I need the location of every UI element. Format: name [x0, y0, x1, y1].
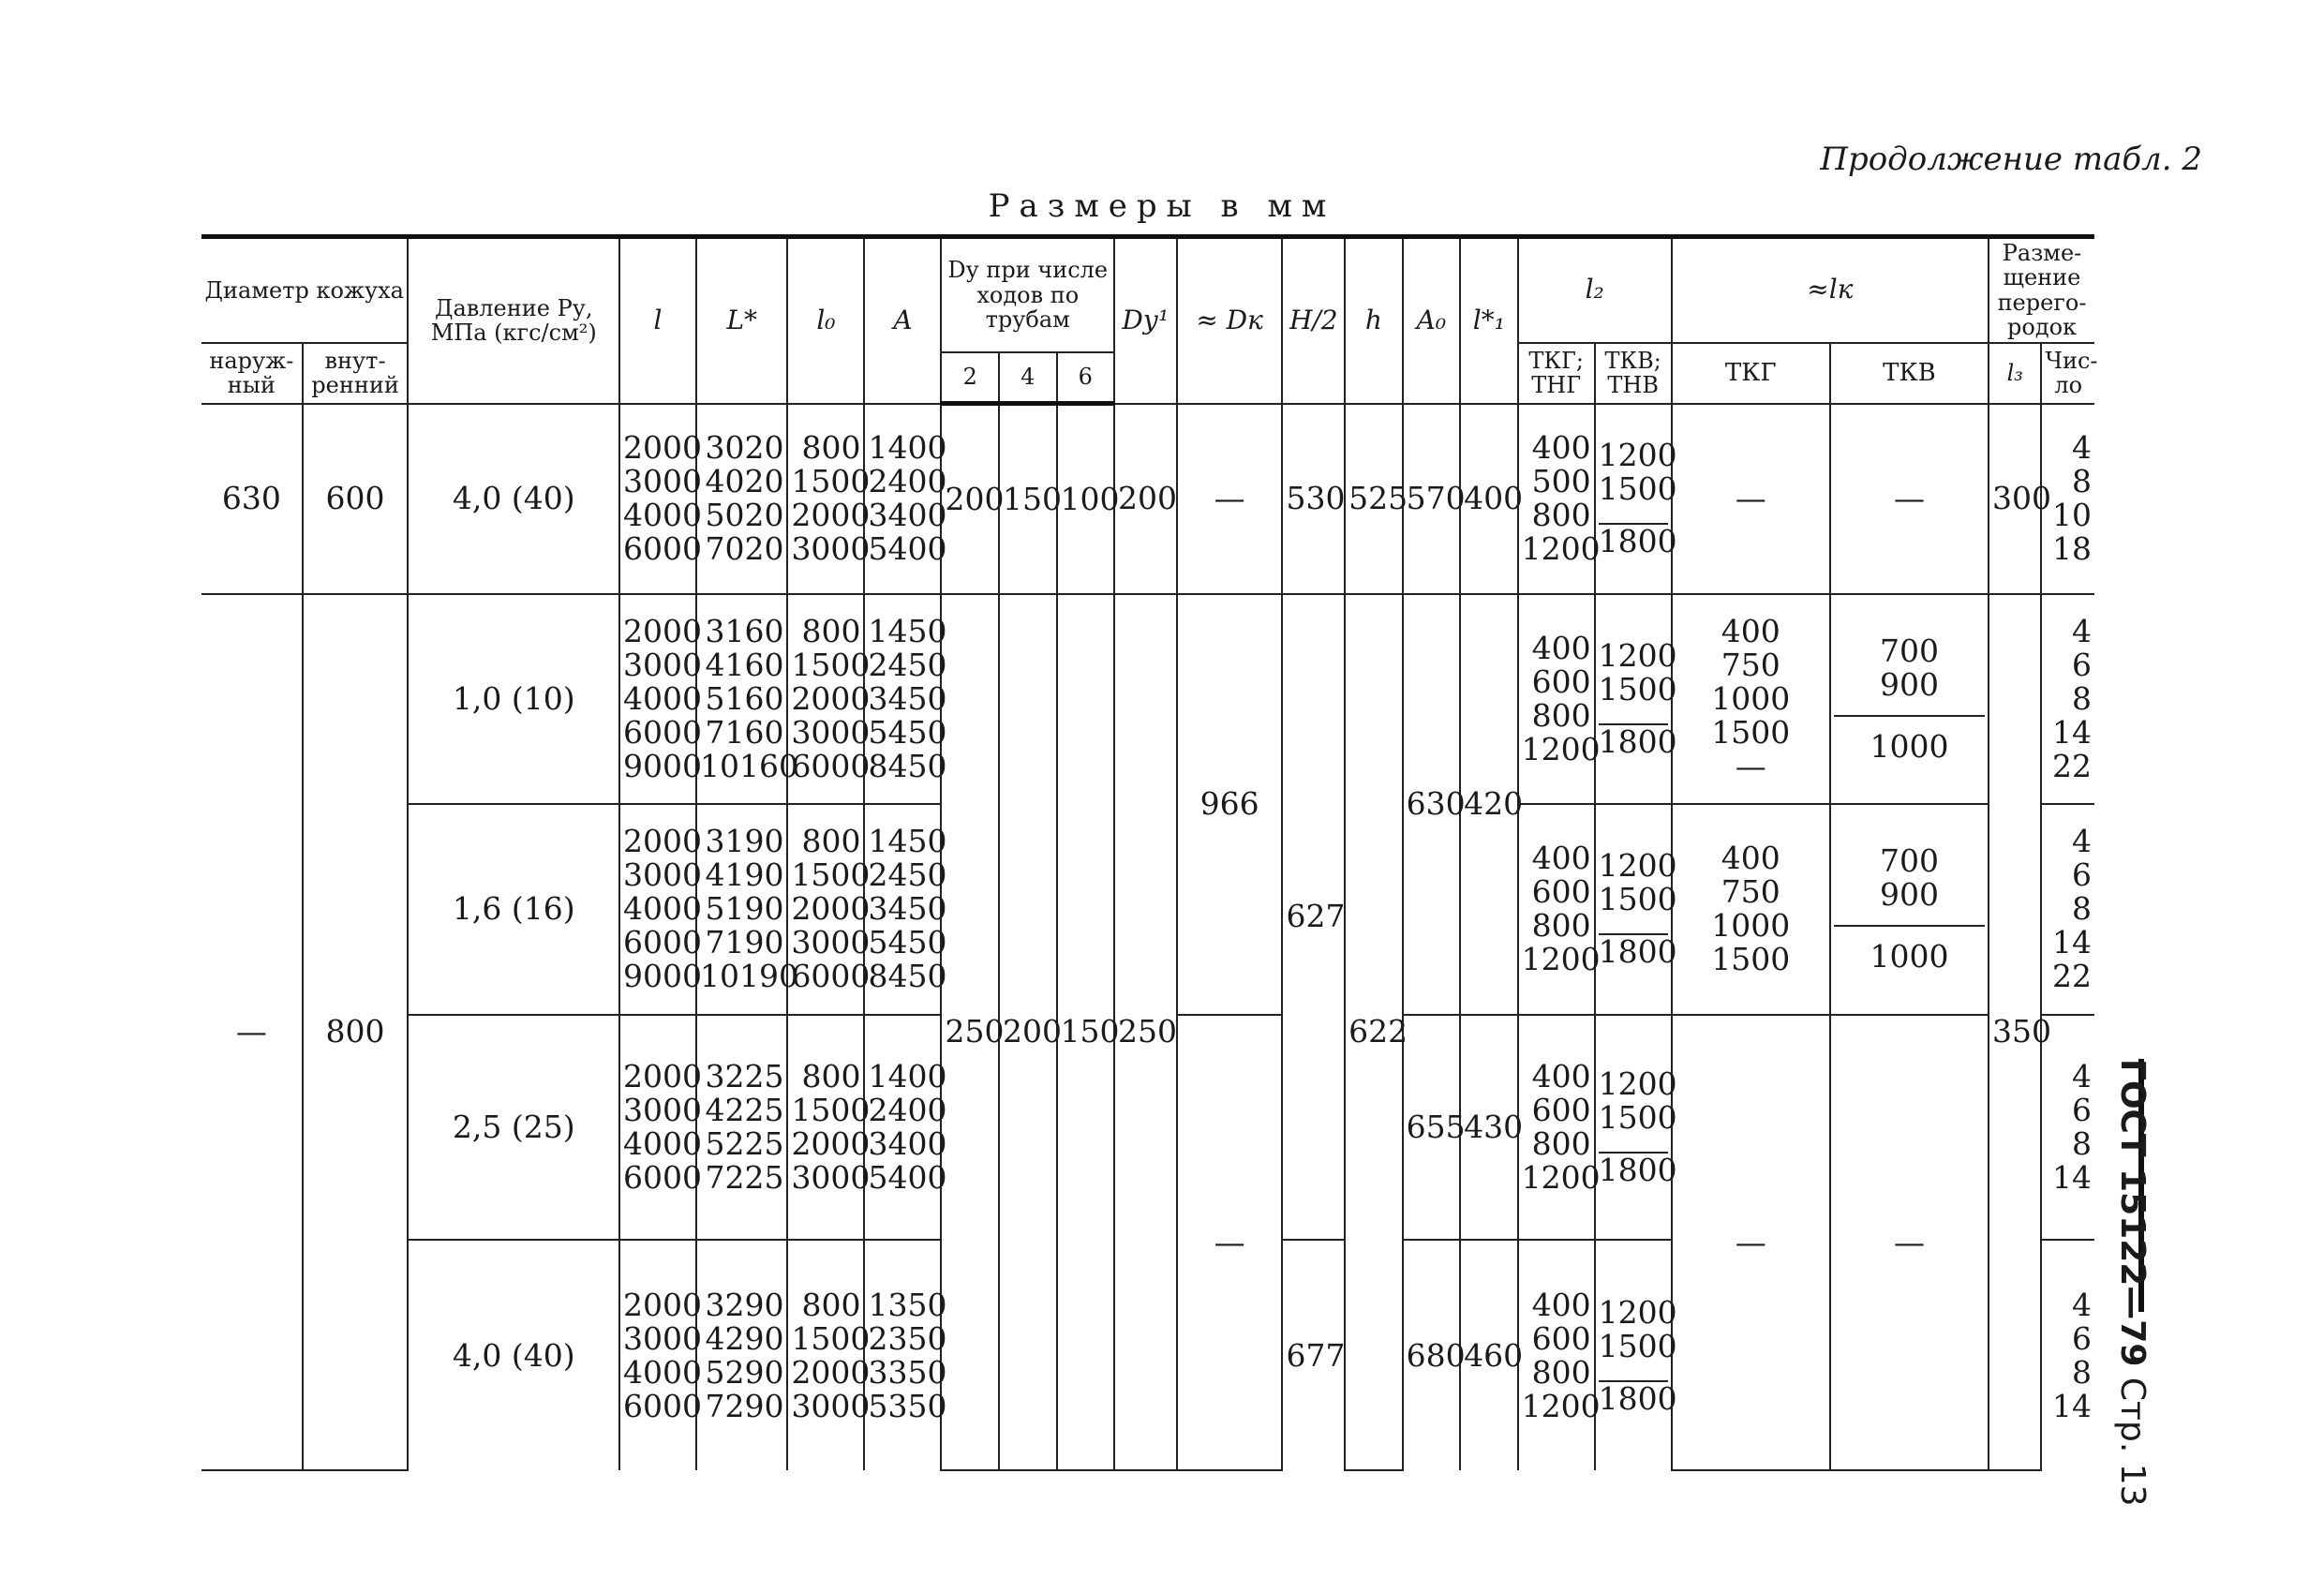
r1-l2b: 1200 1500 1800 — [1595, 404, 1672, 594]
r4-count: 4 6 8 14 — [2041, 1015, 2094, 1241]
r5-l2b: 1200 1500 1800 — [1595, 1240, 1672, 1470]
r3-count: 4 6 8 14 22 — [2041, 804, 2094, 1014]
r2-a0: 630 — [1403, 594, 1461, 1015]
r4-tkv: — — [1830, 1015, 1989, 1470]
header-tkg-tng: ТКГ; ТНГ — [1518, 343, 1595, 404]
r5-h2: 677 — [1282, 1240, 1345, 1470]
r1-l: 2000 3000 4000 6000 — [619, 404, 696, 594]
r2-l1: 420 — [1460, 594, 1518, 1015]
header-dy-2: 2 — [941, 352, 999, 404]
r1-l2a: 400 500 800 1200 — [1518, 404, 1595, 594]
header-dy-6: 6 — [1057, 352, 1115, 404]
r1-inner: 600 — [303, 404, 409, 594]
r1-tkg: — — [1672, 404, 1830, 594]
header-dk: ≈ Dк — [1177, 237, 1283, 404]
header-l: l — [619, 237, 696, 404]
r1-tkv: — — [1830, 404, 1989, 594]
r1-L: 3020 4020 5020 7020 — [696, 404, 787, 594]
r2-tkg: 400 750 1000 1500 — — [1672, 594, 1830, 804]
r2-count: 4 6 8 14 22 — [2041, 594, 2094, 804]
r1-a0: 570 — [1403, 404, 1461, 594]
r1-h: 525 — [1345, 404, 1403, 594]
r2-dy6: 150 — [1057, 594, 1115, 1470]
r2-L: 3160 4160 5160 7160 10160 — [696, 594, 787, 804]
r5-L: 3290 4290 5290 7290 — [696, 1240, 787, 1470]
r1-dy1: 200 — [1114, 404, 1177, 594]
header-l2: l₂ — [1518, 237, 1672, 343]
header-L: L* — [696, 237, 787, 404]
r3-tkv: 700 900 1000 — [1830, 804, 1989, 1014]
header-inner: внут- ренний — [303, 343, 409, 404]
header-outer: наруж- ный — [201, 343, 303, 404]
r4-A: 1400 2400 3400 5400 — [864, 1015, 941, 1241]
r2-dy4: 200 — [999, 594, 1057, 1470]
page-label: Стр. 13 — [2113, 1377, 2152, 1507]
r3-l0: 800 1500 2000 3000 6000 — [787, 804, 864, 1014]
header-h: h — [1345, 237, 1403, 404]
r4-tkg: — — [1672, 1015, 1830, 1470]
r5-count: 4 6 8 14 — [2041, 1240, 2094, 1470]
r3-l2b: 1200 1500 1800 — [1595, 804, 1672, 1014]
header-count: Чис- ло — [2041, 343, 2094, 404]
gost-label: ГОСТ 15122—79 — [2113, 1059, 2152, 1367]
units-label: Размеры в мм — [988, 187, 1336, 225]
r5-A: 1350 2350 3350 5350 — [864, 1240, 941, 1470]
r1-dk: — — [1177, 404, 1283, 594]
r1-dy2: 200 — [941, 404, 999, 594]
r4-L: 3225 4225 5225 7225 — [696, 1015, 787, 1241]
r4-l2a: 400 600 800 1200 — [1518, 1015, 1595, 1241]
header-tkv-tnv: ТКВ; ТНВ — [1595, 343, 1672, 404]
r5-a0: 680 — [1403, 1240, 1461, 1470]
r1-outer: 630 — [201, 404, 303, 594]
r2-l0: 800 1500 2000 3000 6000 — [787, 594, 864, 804]
r4-pressure: 2,5 (25) — [408, 1015, 619, 1241]
r2-dy1: 250 — [1114, 594, 1177, 1470]
r1-pressure: 4,0 (40) — [408, 404, 619, 594]
r2-tkv: 700 900 1000 — [1830, 594, 1989, 804]
header-dy1: Dу¹ — [1114, 237, 1177, 404]
r4-a0: 655 — [1403, 1015, 1461, 1241]
r2-l2b: 1200 1500 1800 — [1595, 594, 1672, 804]
r4-l1: 430 — [1460, 1015, 1518, 1241]
r1-h2: 530 — [1282, 404, 1345, 594]
r2-h2: 627 — [1282, 594, 1345, 1240]
header-partitions: Разме- щение перего- родок — [1989, 237, 2094, 343]
r1-count: 4 8 10 18 — [2041, 404, 2094, 594]
r3-L: 3190 4190 5190 7190 10190 — [696, 804, 787, 1014]
r1-dy6: 100 — [1057, 404, 1115, 594]
r2-outer: — — [201, 594, 303, 1470]
header-l1: l*₁ — [1460, 237, 1518, 404]
header-tkg: ТКГ — [1672, 343, 1830, 404]
r4-dk: — — [1177, 1015, 1283, 1470]
r3-A: 1450 2450 3450 5450 8450 — [864, 804, 941, 1014]
r5-pressure: 4,0 (40) — [408, 1240, 619, 1470]
header-l0: l₀ — [787, 237, 864, 404]
r3-tkg: 400 750 1000 1500 — [1672, 804, 1830, 1014]
r2-l: 2000 3000 4000 6000 9000 — [619, 594, 696, 804]
r1-l3: 300 — [1989, 404, 2041, 594]
r5-l: 2000 3000 4000 6000 — [619, 1240, 696, 1470]
r4-l0: 800 1500 2000 3000 — [787, 1015, 864, 1241]
r4-l2b: 1200 1500 1800 — [1595, 1015, 1672, 1241]
r2-pressure: 1,0 (10) — [408, 594, 619, 804]
r2-h: 622 — [1345, 594, 1403, 1470]
header-pressure: Давление Pу, МПа (кгс/см²) — [408, 237, 619, 404]
r2-l2a: 400 600 800 1200 — [1518, 594, 1595, 804]
header-h2: H/2 — [1282, 237, 1345, 404]
header-l3: l₃ — [1989, 343, 2041, 404]
r4-l: 2000 3000 4000 6000 — [619, 1015, 696, 1241]
r1-A: 1400 2400 3400 5400 — [864, 404, 941, 594]
dimensions-table — [201, 234, 2098, 1471]
r3-l2a: 400 600 800 1200 — [1518, 804, 1595, 1014]
header-A: A — [864, 237, 941, 404]
header-lk: ≈lк — [1672, 237, 1989, 343]
r3-l: 2000 3000 4000 6000 9000 — [619, 804, 696, 1014]
r2-inner: 800 — [303, 594, 409, 1470]
header-dy: Dу при числе ходов по трубам — [941, 237, 1114, 352]
r1-l0: 800 1500 2000 3000 — [787, 404, 864, 594]
r2-dk: 966 — [1177, 594, 1283, 1015]
r2-l3: 350 — [1989, 594, 2041, 1470]
header-a0: A₀ — [1403, 237, 1461, 404]
r1-dy4: 150 — [999, 404, 1057, 594]
r5-l1: 460 — [1460, 1240, 1518, 1470]
header-tkv: ТКВ — [1830, 343, 1989, 404]
r1-l1: 400 — [1460, 404, 1518, 594]
r5-l2a: 400 600 800 1200 — [1518, 1240, 1595, 1470]
r5-l0: 800 1500 2000 3000 — [787, 1240, 864, 1470]
continuation-label: Продолжение табл. 2 — [1820, 141, 2202, 178]
header-diameter: Диаметр кожуха — [201, 237, 408, 343]
r2-dy2: 250 — [941, 594, 999, 1470]
r2-A: 1450 2450 3450 5450 8450 — [864, 594, 941, 804]
side-caption — [2095, 1059, 2152, 1507]
header-dy-4: 4 — [999, 352, 1057, 404]
r3-pressure: 1,6 (16) — [408, 804, 619, 1014]
